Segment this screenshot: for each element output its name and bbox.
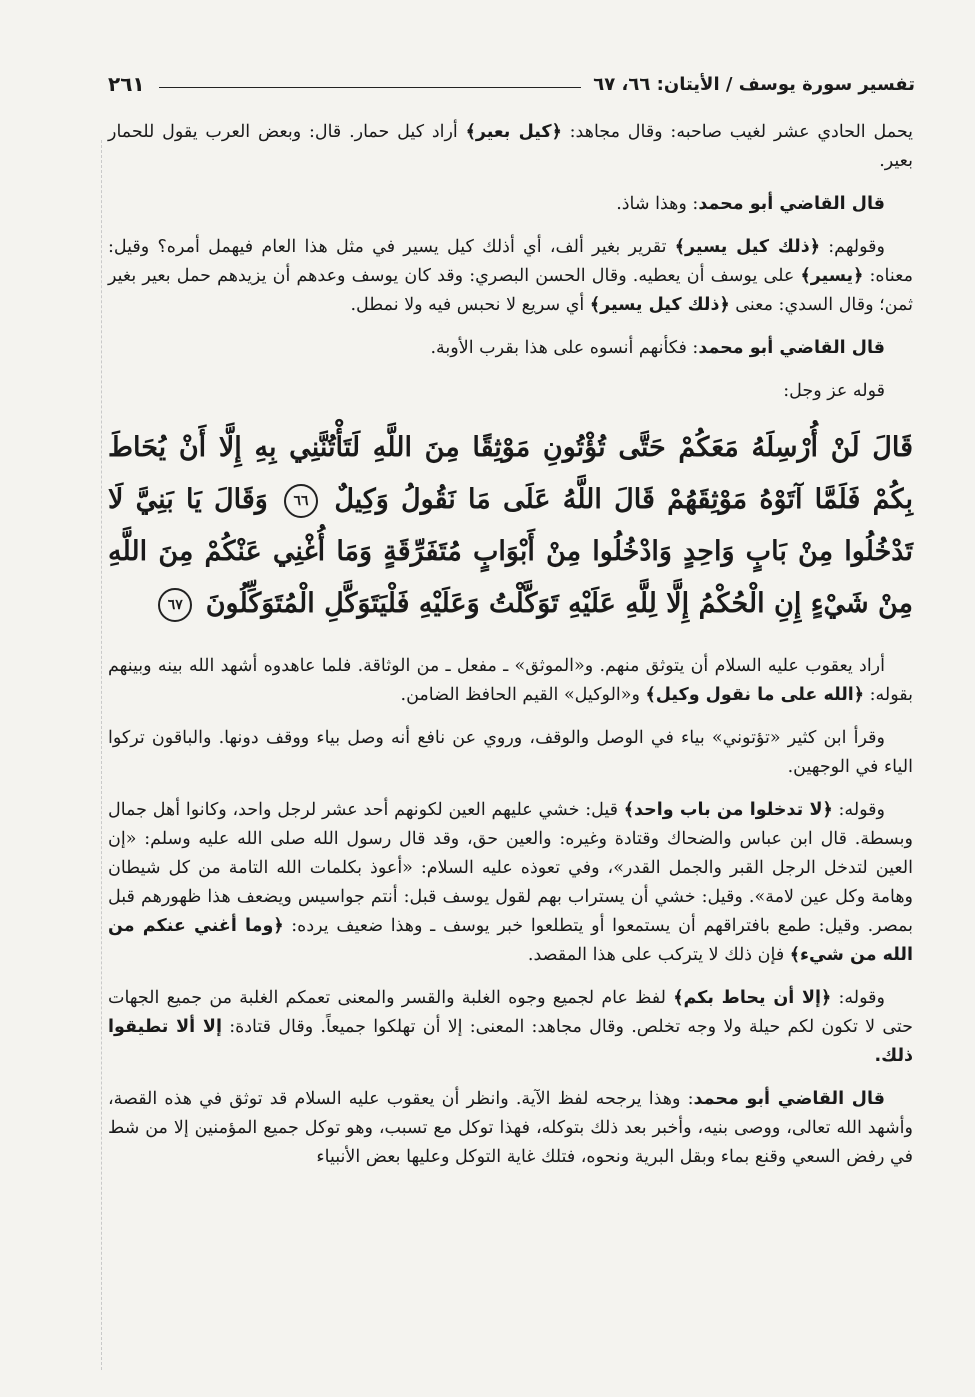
verse-66-number: ٦٦ <box>284 484 318 518</box>
header-title: تفسير سورة يوسف / الأيتان: ٦٦، ٦٧ <box>593 73 915 95</box>
bold-phrase: قال القاضي أبو محمد <box>698 338 885 358</box>
bold-phrase: ﴿ذلك كيل يسير﴾ <box>589 295 730 315</box>
text-run: : وهذا شاذ. <box>616 194 699 214</box>
commentary-block-1 <box>108 118 913 406</box>
quran-verses <box>108 422 913 630</box>
text-run: يحمل الحادي عشر لغيب صاحبه: وقال مجاهد: <box>561 122 913 142</box>
text-run: أي سريع لا نحبس فيه ولا نمطل. <box>350 295 590 315</box>
paragraph <box>108 1085 913 1172</box>
paragraph <box>108 190 913 219</box>
verse-67-number: ٦٧ <box>158 588 192 622</box>
paragraph <box>108 334 913 363</box>
bold-phrase: ﴿ذلك كيل يسير﴾ <box>674 237 820 257</box>
verse-66-text: قَالَ لَنْ أُرْسِلَهُ مَعَكُمْ حَتَّى تُؤْتُونِ مَوْثِقًا مِنَ اللَّهِ لَتَأْتُنَّنِي بِهِ إِلَّا أَنْ يُحَاطَ بِكُمْ فَلَمَّا آتَوْهُ مَوْثِقَهُمْ قَالَ اللَّهُ عَلَى مَا نَقُولُ وَكِيلٌ <box>108 432 913 515</box>
paragraph <box>108 724 913 782</box>
running-header <box>108 66 915 102</box>
text-run: قوله عز وجل: <box>783 381 885 401</box>
bold-phrase: ﴿لا تدخلوا من باب واحد﴾ <box>623 800 833 820</box>
bold-phrase: ﴿إلا أن يحاط بكم﴾ <box>673 988 832 1008</box>
text-run: وقوله: <box>832 800 886 820</box>
bold-phrase: قال القاضي أبو محمد <box>698 194 885 214</box>
paragraph <box>108 118 913 176</box>
bold-phrase: ﴿وما أغني عنكم من الله من شيء﴾ <box>108 916 913 965</box>
verse-67-text: وَقَالَ يَا بَنِيَّ لَا تَدْخُلُوا مِنْ بَابٍ وَاحِدٍ وَادْخُلُوا مِنْ أَبْوَابٍ مُتَفَرِّقَةٍ وَمَا أُغْنِي عَنْكُمْ مِنَ اللَّهِ مِنْ شَيْءٍ إِنِ الْحُكْمُ إِلَّا لِلَّهِ عَلَيْهِ تَوَكَّلْتُ وَعَلَيْهِ فَلْيَتَوَكَّلِ الْمُتَوَكِّلُونَ <box>108 484 913 619</box>
text-run: أراد يعقوب عليه السلام أن يتوثق منهم. و«الموثق» ـ مفعل ـ من الوثاقة. فلما عاهدوه أشهد الله بينه وبينهم بقوله: <box>108 656 913 705</box>
paragraph <box>108 984 913 1071</box>
text-run: : وهذا يرجحه لفظ الآية. وانظر أن يعقوب عليه السلام قد توثق في هذه القصة، وأشهد الله تعالى، ووصى بنيه، وأخبر بعد ذلك بتوكله، فهذا توكل مع تسبب، وهو توكل جميع المؤمنين إلا من شط في رفض السعي وقنع بماء وبقل البرية ونحوه، فتلك غاية التوكل وعليها بعض الأنبياء <box>108 1089 913 1167</box>
paragraph <box>108 233 913 320</box>
text-run: وقرأ ابن كثير «تؤتوني» بياء في الوصل والوقف، وروي عن نافع أنه وصل بياء ووقف دونها. والباقون تركوا الياء في الوجهين. <box>108 728 913 777</box>
text-run: فإن ذلك لا يتركب على هذا المقصد. <box>527 945 790 965</box>
text-run: و«الوكيل» القيم الحافظ الضامن. <box>400 685 646 705</box>
bold-phrase: ﴿الله على ما نقول وكيل﴾ <box>645 685 865 705</box>
paragraph <box>108 652 913 710</box>
text-run: : فكأنهم أنسوه على هذا بقرب الأوبة. <box>430 338 699 358</box>
text-run: لفظ عام لجميع وجوه الغلبة والقسر والمعنى تعمكم الغلبة من جميع الجهات حتى لا تكون لكم حيلة ولا وجه تخلص. وقال مجاهد: المعنى: إلا أن تهلكوا جميعاً. وقال قتادة: <box>108 988 914 1037</box>
text-run: وقولهم: <box>819 237 885 257</box>
margin-guide-line <box>101 140 102 1370</box>
commentary-block-2 <box>108 652 913 1172</box>
page-body <box>108 118 913 1186</box>
bold-phrase: ﴿كيل بعير﴾ <box>465 122 562 142</box>
bold-phrase: قال القاضي أبو محمد <box>693 1089 885 1109</box>
header-rule <box>159 87 582 88</box>
bold-phrase: إلا ألا تطيقوا ذلك. <box>108 1017 913 1066</box>
paragraph <box>108 377 913 406</box>
text-run: قيل: خشي عليهم العين لكونهم أحد عشر لرجل واحد، وكانوا أهل جمال وبسطة. قال ابن عباس والضحاك وقتادة وغيره: والعين حق، وقد قال رسول الله صلى الله عليه وسلم: «إن العين لتدخل الرجل القبر والجمل القدر»، وفي تعوذه عليه السلام: «أعوذ بكلمات الله التامة من كل شيطان وهامة وكل عين لامة». وقيل: خشي أن يستراب بهم لقول يوسف قبل: أنتم جواسيس ويضعف هذا ظهورهم قبل بمصر. وقيل: طمع بافتراقهم أن يستمعوا أو يتطلعوا خبر يوسف ـ وهذا ضعيف يرده: <box>108 800 913 936</box>
text-run: وقوله: <box>831 988 885 1008</box>
text-run: تقرير بغير ألف، أي أذلك كيل يسير في مثل هذا العام فيهمل أمره؟ وقيل: معناه: <box>108 237 913 286</box>
text-run: على يوسف أن يعطيه. وقال الحسن البصري: وقد كان يوسف وعدهم أن يزيدهم حمل بعير بغير ثمن؛ وقال السدي: معنى <box>108 266 913 315</box>
bold-phrase: ﴿يسير﴾ <box>800 266 864 286</box>
page-number: ٢٦١ <box>108 72 145 96</box>
paragraph <box>108 796 913 970</box>
text-run: أراد كيل حمار. قال: وبعض العرب يقول للحمار بعير. <box>108 122 913 171</box>
